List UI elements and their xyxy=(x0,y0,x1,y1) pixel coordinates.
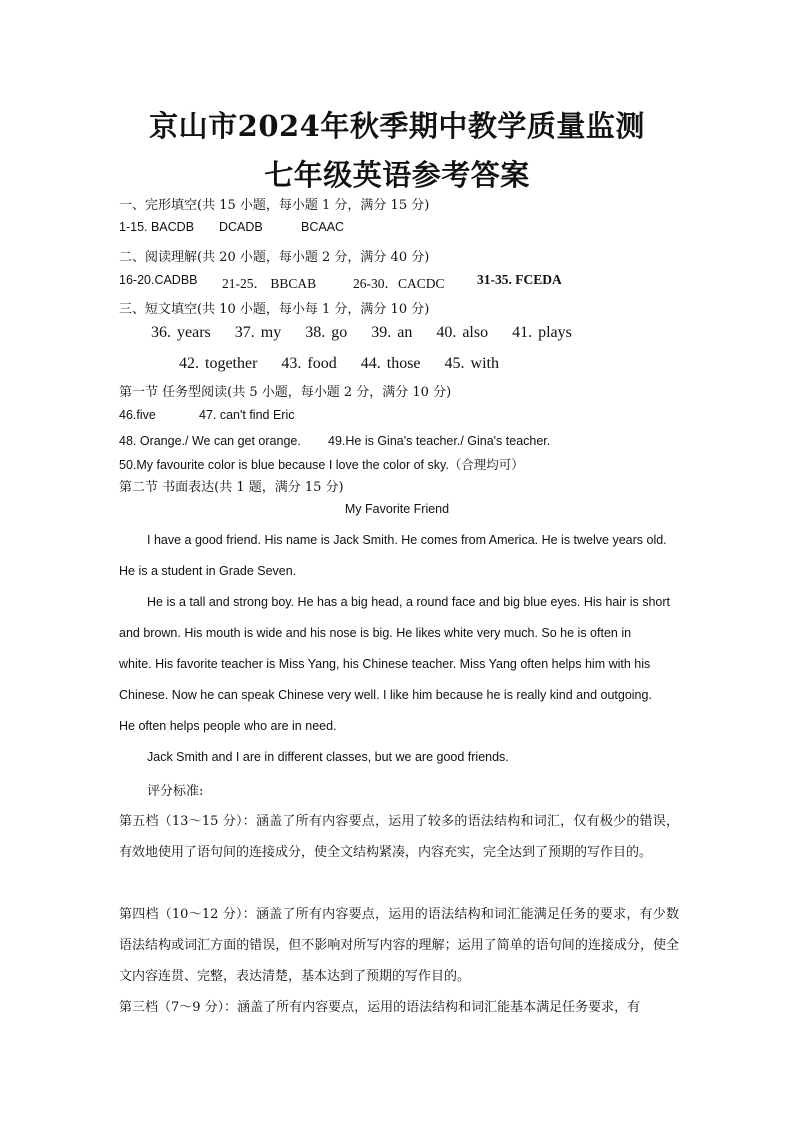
reading-header: 二、阅读理解(共 20 小题，每小题 2 分，满分 40 分) xyxy=(119,250,430,265)
answer-39: 39. an xyxy=(371,324,413,341)
page-subtitle: 七年级英语参考答案 xyxy=(264,158,530,192)
answer-44: 44. those xyxy=(360,355,421,372)
short-answers-row1 xyxy=(151,324,572,342)
reading-answers-1: 16-20.CADBB xyxy=(119,273,198,287)
cloze-answers-3: BCAAC xyxy=(301,220,345,234)
reading-answers-4: 31-35. FCEDA xyxy=(477,272,562,287)
essay-line: He often helps people who are in need. xyxy=(119,719,337,733)
task-header: 第一节 任务型阅读(共 5 小题，每小题 2 分，满分 10 分) xyxy=(119,385,452,400)
essay-line: Jack Smith and I are in different classes, but we are good friends. xyxy=(147,750,509,764)
criteria-level-3: 第三档（7～9 分）：涵盖了所有内容要点，运用的语法结构和词汇能基本满足任务要求，有 xyxy=(119,1000,641,1015)
answer-48: 48. Orange./ We can get orange. xyxy=(119,434,301,448)
essay-title: My Favorite Friend xyxy=(344,502,450,516)
essay-line: He is a tall and strong boy. He has a big head, a round face and big blue eyes. His hair is short xyxy=(147,595,670,609)
answer-50: 50.My favourite color is blue because I love the color of sky.（合理均可） xyxy=(119,458,524,472)
short-header: 三、短文填空(共 10 小题，每小每 1 分，满分 10 分) xyxy=(119,302,430,317)
answer-41: 41. plays xyxy=(512,324,572,341)
short-answers-row2 xyxy=(179,355,499,373)
essay-line: and brown. His mouth is wide and his nose is big. He likes white very much. So he is often in xyxy=(119,626,632,640)
answer-45: 45. with xyxy=(444,355,499,372)
criteria-level-5: 第五档（13～15 分）：涵盖了所有内容要点，运用了较多的语法结构和词汇，仅有极少的错误，有效地使用了语句间的连接成分，使全文结构紧凑，内容充实，完全达到了预期的写作目的。 xyxy=(119,814,679,860)
answer-43: 43. food xyxy=(281,355,337,372)
essay-line: Chinese. Now he can speak Chinese very well. I like him because he is really kind and outgoing. xyxy=(119,688,652,702)
answer-47: 47. can't find Eric xyxy=(199,408,295,422)
page-title: 京山市2024年秋季期中教学质量监测 xyxy=(149,109,645,143)
criteria-label: 评分标准: xyxy=(147,784,204,799)
criteria-level-4: 第四档（10～12 分）：涵盖了所有内容要点，运用的语法结构和词汇能满足任务的要求，有少数语法结构或词汇方面的错误，但不影响对所写内容的理解；运用了简单的语句间的连接成分，使全文内容连贯、完整，表达清楚，基本达到了预期的写作目的。 xyxy=(119,907,679,984)
cloze-answers-1: 1-15. BACDB xyxy=(119,220,195,234)
answer-40: 40. also xyxy=(436,324,489,341)
answer-38: 38. go xyxy=(305,324,348,341)
reading-answers-3: 26-30．CACDC xyxy=(353,276,445,291)
answer-36: 36. years xyxy=(151,324,211,341)
cloze-header: 一、完形填空(共 15 小题，每小题 1 分，满分 15 分) xyxy=(119,198,430,213)
essay-line: I have a good friend. His name is Jack Smith. He comes from America. He is twelve years old. xyxy=(147,533,667,547)
cloze-answers-2: DCADB xyxy=(219,220,263,234)
answer-37: 37. my xyxy=(234,324,282,341)
essay-line: white. His favorite teacher is Miss Yang, his Chinese teacher. Miss Yang often helps him with his xyxy=(119,657,651,671)
answer-49: 49.He is Gina's teacher./ Gina's teacher. xyxy=(328,434,551,448)
writing-header: 第二节 书面表达(共 1 题，满分 15 分) xyxy=(119,480,344,495)
answer-42: 42. together xyxy=(179,355,258,372)
reading-answers-2: 21-25． BBCAB xyxy=(222,276,317,291)
essay-line: He is a student in Grade Seven. xyxy=(119,564,297,578)
answer-46: 46.five xyxy=(119,408,156,422)
